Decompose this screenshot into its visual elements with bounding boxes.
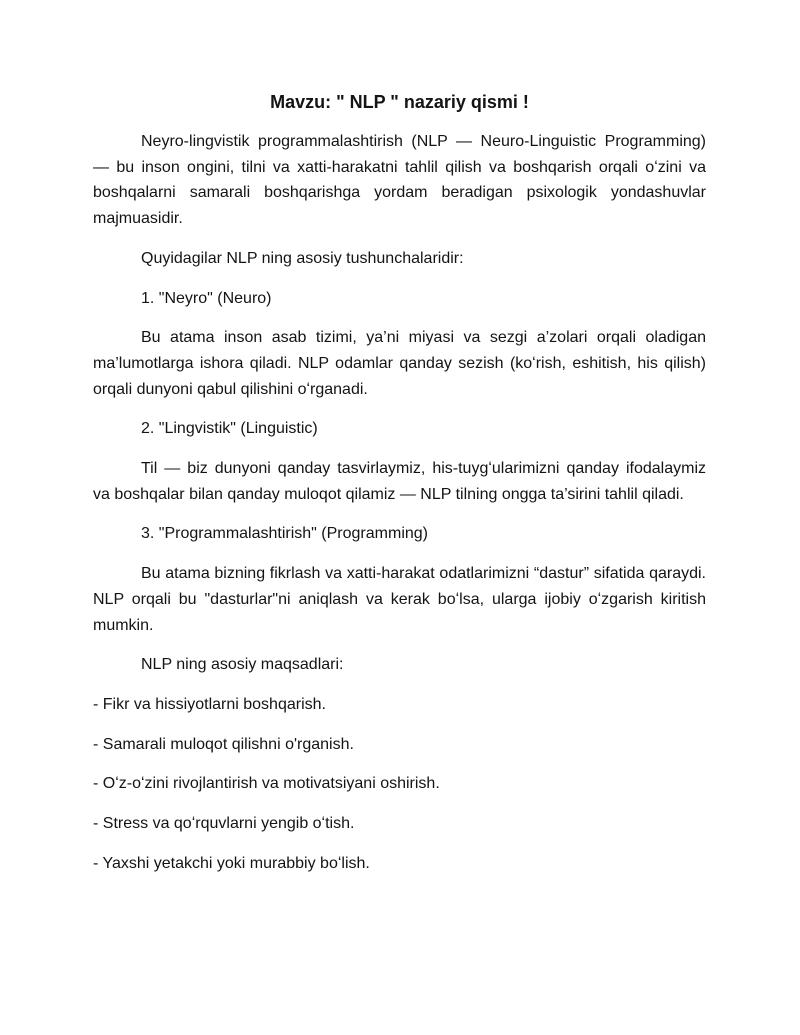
concept2-paragraph: Til — biz dunyoni qanday tasvirlaymiz, his-tuygʻularimizni qanday ifodalaymiz va boshqalar bilan qanday muloqot qilamiz — NLP tilning ongga ta’sirini tahlil qiladi.	[93, 460, 706, 503]
goals-heading: NLP ning asosiy maqsadlari:	[141, 656, 344, 674]
concept1-paragraph: Bu atama inson asab tizimi, ya’ni miyasi va sezgi a’zolari orqali oladigan ma’lumotlarga ishora qiladi. NLP odamlar qanday sezish (koʻrish, eshitish, his qilish) orqali dunyoni qabul qilishini oʻrganadi.	[93, 329, 706, 398]
list-item: - Oʻz-oʻzini rivojlantirish va motivatsiyani oshirish.	[93, 775, 440, 793]
list-item: - Fikr va hissiyotlarni boshqarish.	[93, 695, 326, 713]
document-body	[93, 90, 706, 890]
goals-list	[93, 692, 706, 877]
list-item: - Yaxshi yetakchi yoki murabbiy boʻlish.	[93, 854, 370, 872]
page-title: Mavzu: " NLP " nazariy qismi !	[270, 92, 529, 112]
concepts-heading: Quyidagilar NLP ning asosiy tushunchalaridir:	[141, 249, 464, 267]
concept3-paragraph: Bu atama bizning fikrlash va xatti-harakat odatlarimizni “dastur” sifatida qaraydi. NLP orqali bu "dasturlar"ni aniqlash va kerak boʻlsa, ularga ijobiy oʻzgarish kiritish mumkin.	[93, 565, 706, 634]
list-item: - Samarali muloqot qilishni o'rganish.	[93, 735, 354, 753]
concept2-heading: 2. "Lingvistik" (Linguistic)	[141, 420, 318, 438]
intro-paragraph: Neyro-lingvistik programmalashtirish (NLP — Neuro-Linguistic Programming) — bu inson ongini, tilni va xatti-harakatni tahlil qilish va boshqarish orqali oʻzini va boshqalarni samarali boshqarishga yordam beradigan psixologik yondashuvlar majmuasidir.	[93, 133, 706, 228]
list-item: - Stress va qoʻrquvlarni yengib oʻtish.	[93, 815, 355, 833]
concept1-heading: 1. "Neyro" (Neuro)	[141, 289, 272, 307]
concept3-heading: 3. "Programmalashtirish" (Programming)	[141, 525, 428, 543]
